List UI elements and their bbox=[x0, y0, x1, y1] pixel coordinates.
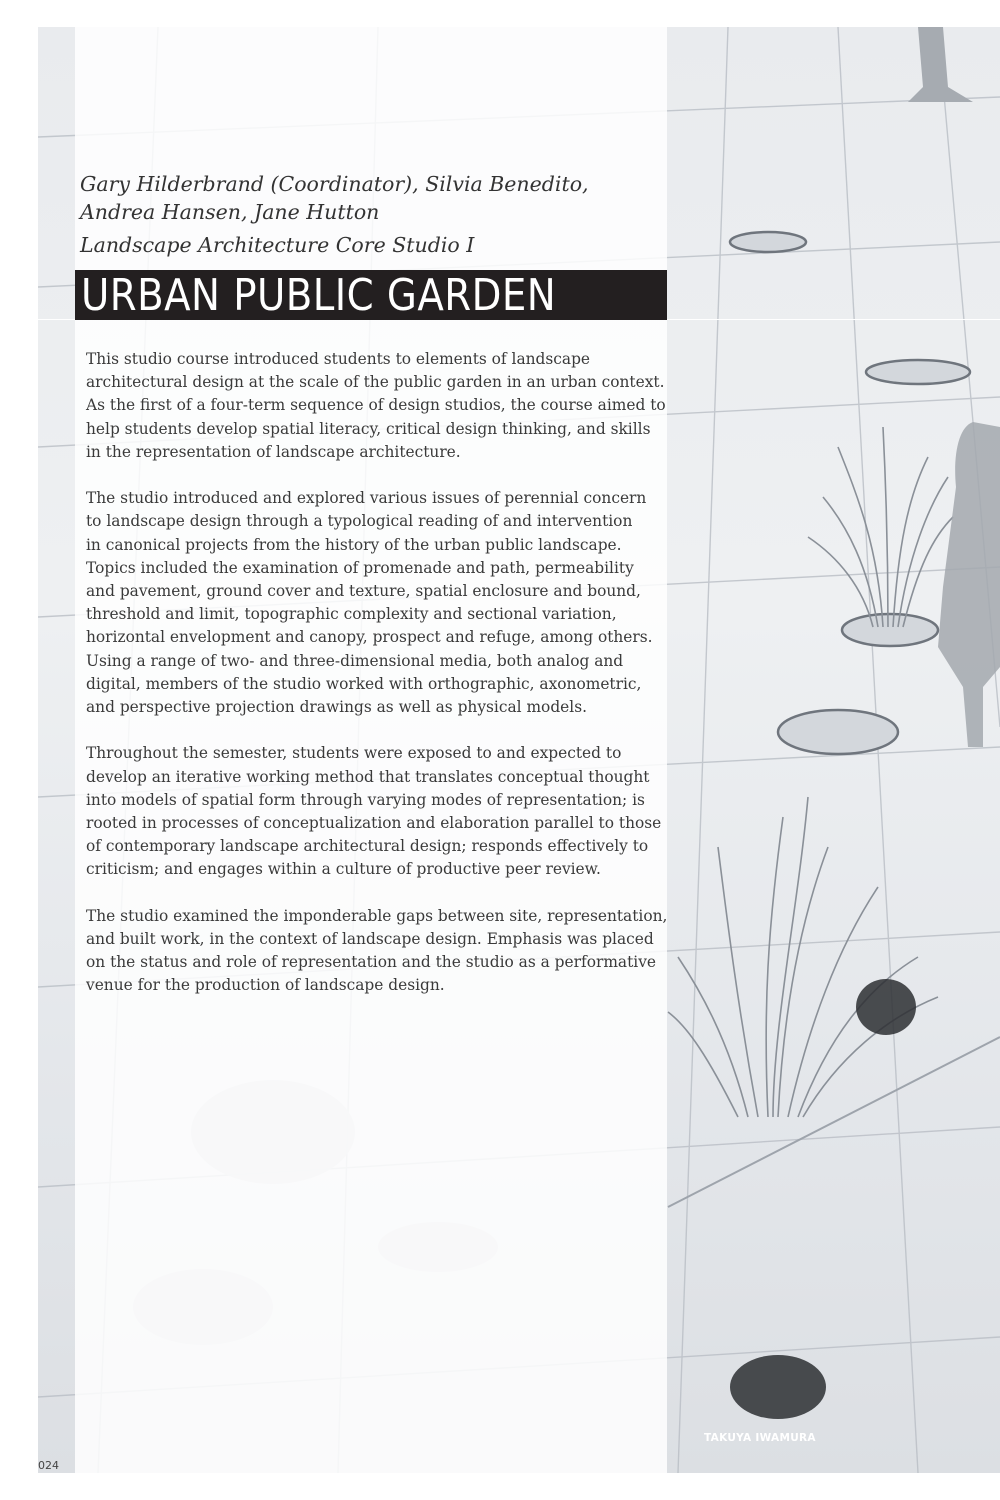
text-line: architectural design at the scale of the public garden in an urban context. bbox=[86, 373, 665, 392]
paragraph bbox=[86, 348, 666, 464]
text-line: The studio examined the imponderable gaps between site, representation, bbox=[86, 906, 668, 925]
text-line: Topics included the examination of promenade and path, permeability bbox=[86, 558, 634, 577]
text-line: and pavement, ground cover and texture, spatial enclosure and bound, bbox=[86, 582, 641, 601]
text-line: on the status and role of representation and the studio as a performative bbox=[86, 953, 656, 972]
text-line: venue for the production of landscape design. bbox=[86, 976, 445, 995]
text-line: criticism; and engages within a culture of productive peer review. bbox=[86, 860, 601, 879]
text-line: As the first of a four-term sequence of design studios, the course aimed to bbox=[86, 396, 666, 415]
text-line: and perspective projection drawings as well as physical models. bbox=[86, 698, 587, 717]
text-line: develop an iterative working method that translates conceptual thought bbox=[86, 767, 650, 786]
text-line: This studio course introduced students to elements of landscape bbox=[86, 350, 591, 368]
text-line: of contemporary landscape architectural design; responds effectively to bbox=[86, 837, 649, 856]
faculty-credits bbox=[80, 170, 660, 226]
text-line: horizontal envelopment and canopy, prospect and refuge, among others. bbox=[86, 628, 653, 647]
credits-line: Gary Hilderbrand (Coordinator), Silvia Benedito, bbox=[80, 172, 589, 196]
title-bar bbox=[75, 270, 667, 320]
text-line: The studio introduced and explored various issues of perennial concern bbox=[86, 489, 647, 508]
course-subtitle: Landscape Architecture Core Studio I bbox=[80, 233, 475, 257]
text-line: into models of spatial form through varying modes of representation; is bbox=[86, 790, 645, 809]
text-line: help students develop spatial literacy, critical design thinking, and skills bbox=[86, 419, 651, 438]
text-line: rooted in processes of conceptualization and elaboration parallel to those bbox=[86, 814, 662, 833]
text-line: threshold and limit, topographic complexity and sectional variation, bbox=[86, 605, 617, 624]
text-line: and built work, in the context of landscape design. Emphasis was placed bbox=[86, 930, 654, 949]
paragraph bbox=[86, 742, 666, 881]
text-line: Throughout the semester, students were exposed to and expected to bbox=[86, 744, 622, 763]
paragraph bbox=[86, 487, 666, 719]
body-text bbox=[86, 348, 666, 1021]
text-line: in the representation of landscape architecture. bbox=[86, 442, 461, 461]
text-line: Using a range of two- and three-dimensional media, both analog and bbox=[86, 651, 624, 670]
text-line: to landscape design through a typological reading of and intervention bbox=[86, 512, 633, 531]
photo-credit: TAKUYA IWAMURA bbox=[704, 1432, 816, 1444]
page-number: 024 bbox=[38, 1459, 59, 1472]
paragraph bbox=[86, 905, 666, 998]
text-line: in canonical projects from the history of the urban public landscape. bbox=[86, 535, 622, 554]
page-title: URBAN PUBLIC GARDEN bbox=[81, 270, 557, 321]
credits-line: Andrea Hansen, Jane Hutton bbox=[80, 200, 380, 224]
text-line: digital, members of the studio worked with orthographic, axonometric, bbox=[86, 674, 642, 693]
